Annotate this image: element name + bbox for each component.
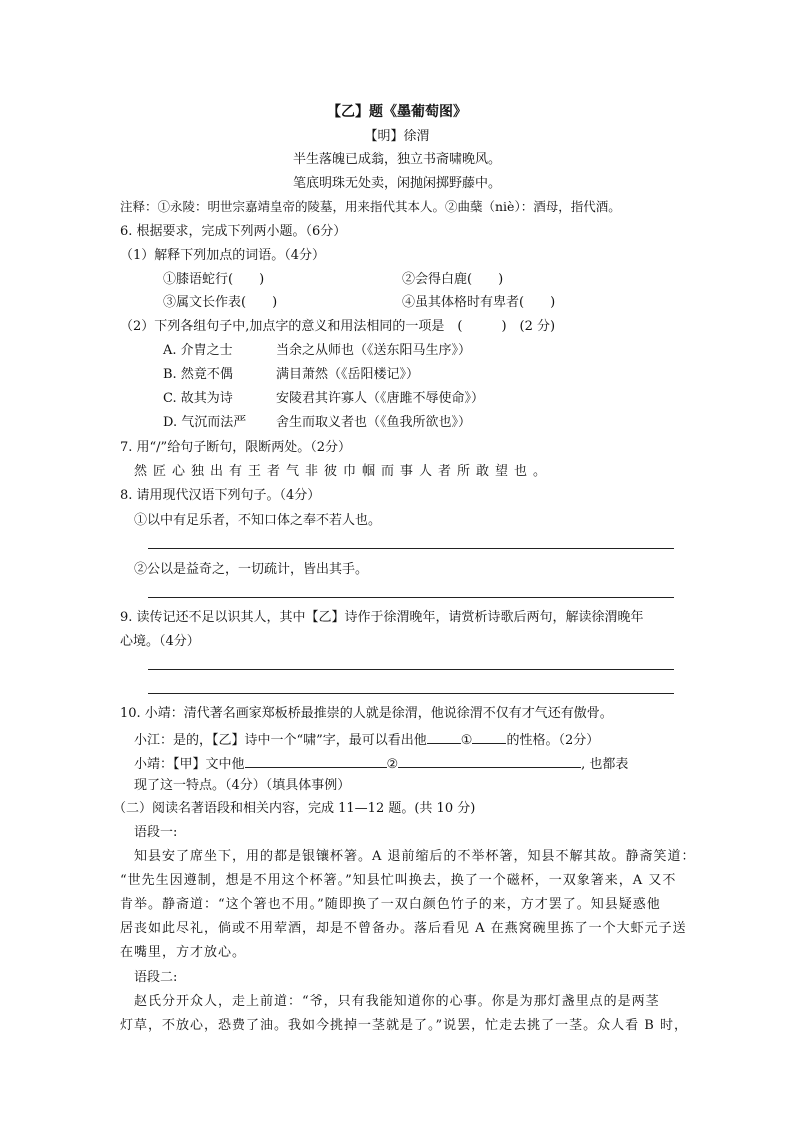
q10-line-3-text: 小靖：【甲】文中他	[134, 757, 245, 772]
segment-1-label: 语段一:	[134, 825, 178, 840]
q8-answer-line-2[interactable]	[148, 597, 674, 598]
q10-line-3	[134, 753, 628, 774]
q6-option-d-left: D. 气沉而法严	[163, 415, 247, 430]
q6-option-b-left: B. 然竟不偶	[163, 367, 233, 382]
q9-line-2: 心境。（4分）	[120, 634, 200, 649]
q8-sentence-2: ②公以是益奇之，一切疏计，皆出其手。	[134, 562, 369, 577]
q6-sub2: （2）下列各组句子中,加点字的意义和用法相同的一项是 ( ) (2 分)	[120, 319, 556, 334]
q6-item-4: ④虽其体格时有卑者( )	[402, 295, 556, 310]
q6-stem: 6. 根据要求，完成下列两小题。（6分）	[120, 224, 347, 239]
q7-sentence: 然匠心独出有王者气非彼巾帼而事人者所敢望也。	[134, 464, 553, 479]
q10-blank-2-marker: ②	[386, 757, 399, 772]
segment-1-line-2: “世先生因遵制，想是不用这个杯箸。”知县忙叫换去，换了一个磁杯，一双象箸来，A 又不	[120, 873, 677, 888]
q10-blank-1a[interactable]	[427, 729, 461, 744]
q6-item-1: ①膝语蛇行( )	[163, 272, 265, 287]
q10-line-2-tail: 的性格。（2分）	[506, 733, 600, 748]
part2-heading: （二）阅读名著语段和相关内容，完成 11—12 题。(共 10 分)	[113, 801, 476, 816]
q6-option-a-left: A. 介胄之士	[163, 343, 233, 358]
segment-1-line-1: 知县安了席坐下，用的都是银镶杯箸。A 退前缩后的不举杯箸，知县不解其故。静斋笑道：	[134, 849, 696, 864]
q10-blank-1b[interactable]	[472, 729, 506, 744]
q8-sentence-1: ①以中有足乐者，不知口体之奉不若人也。	[134, 513, 382, 528]
q10-line-2-text: 小江：是的，【乙】诗中一个“啸”字，最可以看出他	[134, 733, 427, 748]
q6-sub1: （1）解释下列加点的词语。（4分）	[120, 248, 326, 263]
q10-blank-2a[interactable]	[245, 753, 387, 768]
q6-option-a-right: 当余之从师也（《送东阳马生序》）	[276, 343, 472, 358]
segment-2-line-1: 赵氏分开众人，走上前道：“爷，只有我能知道你的心事。你是为那灯盏里点的是两茎	[134, 994, 660, 1009]
q8-stem: 8. 请用现代汉语下列句子。（4分）	[120, 488, 321, 503]
q9-answer-line-1[interactable]	[148, 669, 674, 670]
q6-option-b-right: 满目萧然（《岳阳楼记》）	[276, 367, 420, 382]
q10-line-2	[134, 729, 599, 750]
poem-line-2: 笔底明珠无处卖，闲抛闲掷野藤中。	[292, 176, 501, 191]
q9-answer-line-2[interactable]	[148, 693, 674, 694]
segment-1-line-5: 在嘴里，方才放心。	[120, 945, 247, 960]
q10-line-1: 10. 小靖：清代著名画家郑板桥最推崇的人就是徐渭，他说徐渭不仅有才气还有傲骨。	[120, 706, 613, 721]
q10-line-4: 现了这一特点。（4分）（填具体事例）	[134, 778, 351, 793]
segment-2-label: 语段二:	[134, 970, 178, 985]
q6-option-c-left: C. 故其为诗	[163, 391, 233, 406]
poem-author: 【明】徐渭	[364, 129, 430, 144]
q10-line-3-tail: , 也都表	[581, 757, 629, 772]
q6-item-2: ②会得白鹿( )	[402, 272, 504, 287]
q6-option-d-right: 舍生而取义者也（《鱼我所欲也》）	[276, 415, 472, 430]
q10-blank-1-marker: ①	[460, 733, 473, 748]
q7-stem: 7. 用“/”给句子断句，限断两处。（2分）	[120, 440, 351, 455]
segment-2-line-2: 灯草，不放心，恐费了油。我如今挑掉一茎就是了。”说罢，忙走去挑了一茎。众人看 B 时，	[120, 1018, 688, 1033]
poem-line-1: 半生落魄已成翁，独立书斋啸晚风。	[292, 152, 501, 167]
poem-title: 【乙】题《墨葡萄图》	[327, 104, 467, 120]
q6-item-3: ③属文长作表( )	[163, 295, 278, 310]
segment-1-line-4: 居丧如此尽礼，倘或不用荤酒，却是不曾备办。落后看见 A 在燕窝碗里拣了一个大虾元子送	[120, 921, 687, 936]
q6-option-c-right: 安陵君其许寡人（《唐雎不辱使命》）	[276, 391, 485, 406]
annotation-note: 注释：①永陵：明世宗嘉靖皇帝的陵墓，用来指代其本人。②曲蘖（niè）：酒母，指代酒。	[120, 199, 621, 214]
q10-blank-2b[interactable]	[398, 753, 581, 768]
segment-1-line-3: 肯举。静斋道：“这个箸也不用。”随即换了一双白颜色竹子的来，方才罢了。知县疑惑他	[120, 897, 661, 912]
q8-answer-line-1[interactable]	[148, 548, 674, 549]
q9-line-1: 9. 读传记还不足以识其人，其中【乙】诗作于徐渭晚年，请赏析诗歌后两句，解读徐渭晚年	[120, 610, 644, 625]
